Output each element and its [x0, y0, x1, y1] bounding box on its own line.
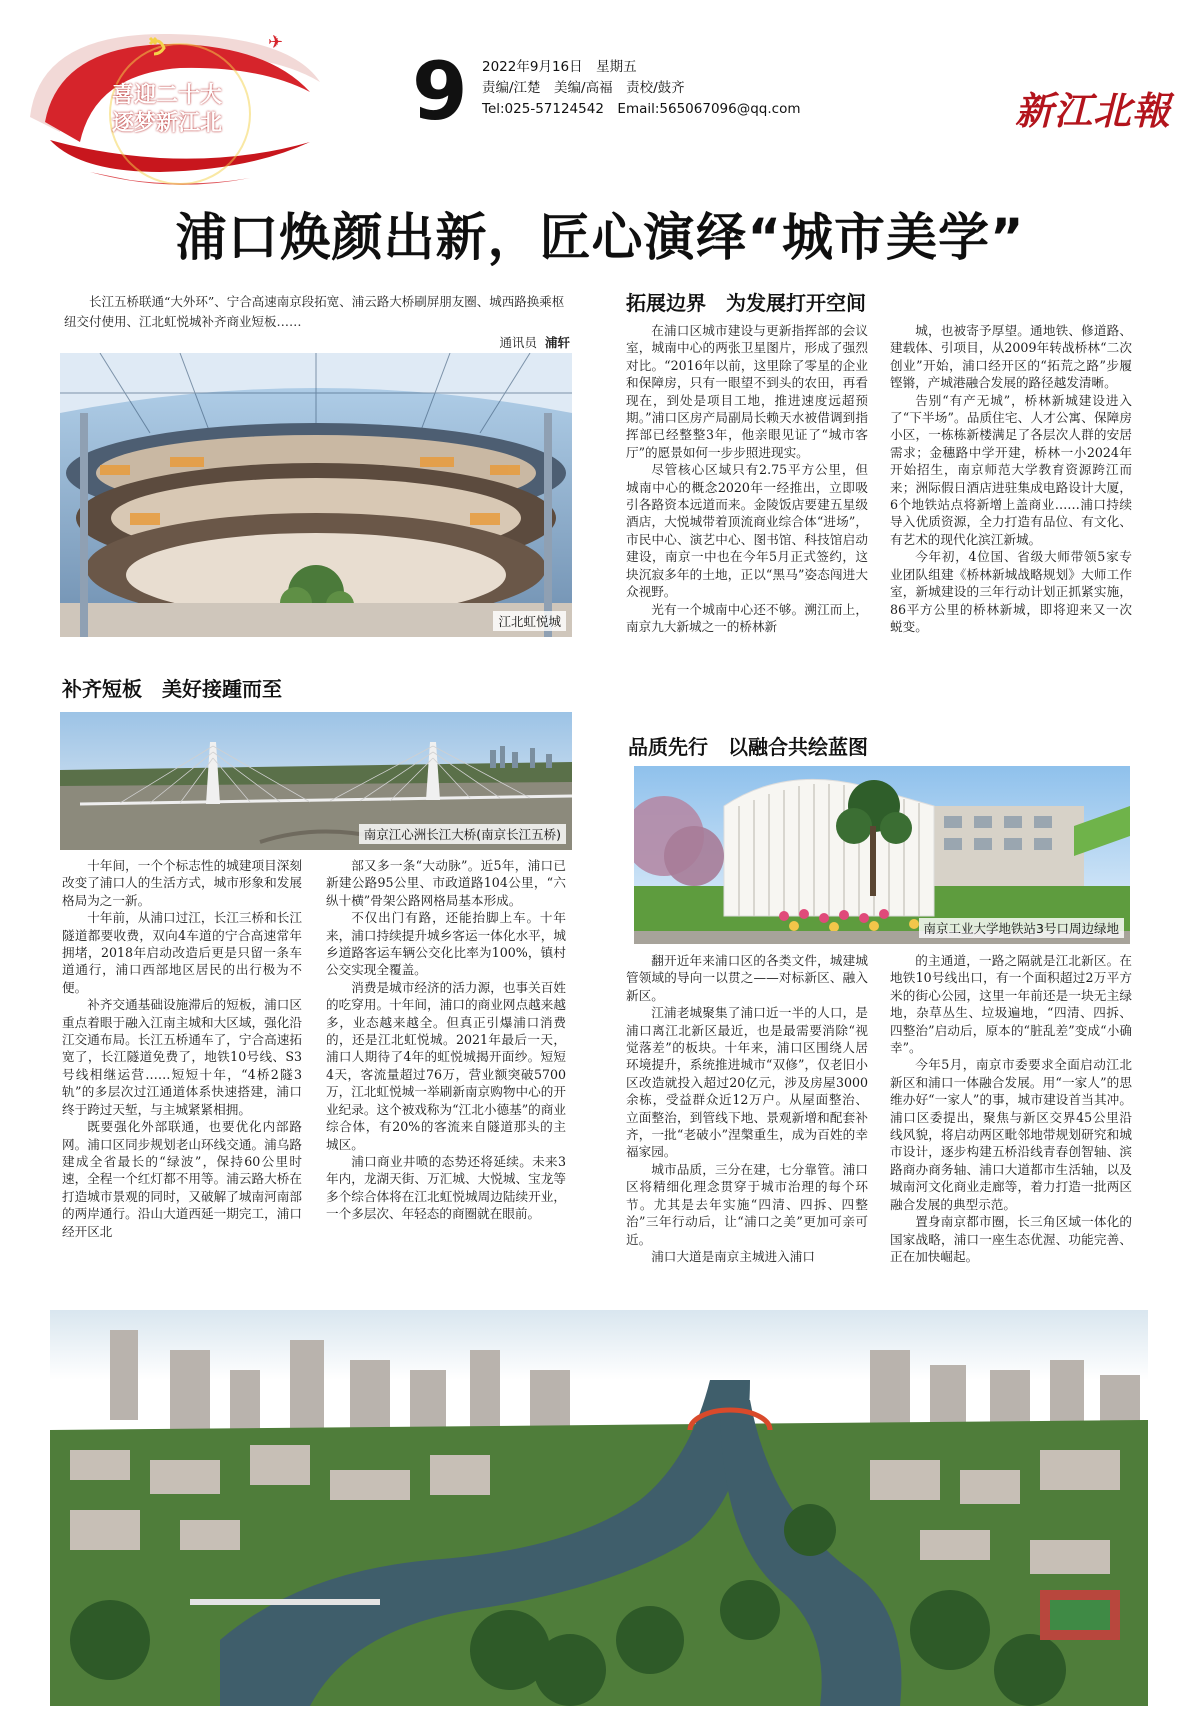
- byline-name: 浦轩: [544, 335, 570, 350]
- paragraph: 置身南京都市圈，长三角区域一体化的国家战略，浦口一座生态优渥、功能完善、正在加快崛起。: [890, 1214, 1132, 1264]
- section-title-expand: 拓展边界 为发展打开空间: [626, 291, 866, 315]
- paragraph: 城，也被寄予厚望。通地铁、修道路、建载体、引项目，从2009年转战桥林“二次创业”开始，浦口经开区的“拓荒之路”步履铿锵，产城港融合发展的路径越发清晰。: [890, 323, 1132, 391]
- paragraph: 部又多一条“大动脉”。近5年，浦口已新建公路95公里、市政道路104公里，“六纵十横”骨架公路网格局基本形成。: [326, 858, 566, 908]
- svg-text:✈: ✈: [268, 32, 284, 53]
- section-title-quality: 品质先行 以融合共绘蓝图: [628, 735, 868, 759]
- park-photo: [634, 766, 1130, 944]
- section-shortboard-col-b: [326, 857, 566, 1223]
- park-caption: 南京工业大学地铁站3号口周边绿地: [919, 918, 1124, 938]
- paragraph: 今年初，4位国、省级大师带领5家专业团队组建《桥林新城战略规划》大师工作室，新城建设的三年行动计划正抓紧实施，86平方公里的桥林新城，即将迎来又一次蜕变。: [890, 549, 1132, 634]
- lead-paragraph: 长江五桥联通“大外环”、宁合高速南京段拓宽、浦云路大桥刷屏朋友圈、城西路换乘枢纽交付使用、江北虹悦城补齐商业短板……: [64, 294, 565, 329]
- paragraph: 浦口商业井喷的态势还将延续。未来3年内，龙湖天街、万汇城、大悦城、宝龙等多个综合体将在江北虹悦城周边陆续开业，一个多层次、年轻态的商圈就在眼前。: [326, 1153, 566, 1222]
- headline: 浦口焕颜出新，匠心演绎“城市美学”: [175, 209, 1025, 268]
- banner-line-1: 喜迎二十大: [112, 83, 223, 108]
- banner-line-2: 逐梦新江北: [112, 111, 223, 136]
- bridge-photo: [60, 712, 572, 850]
- paragraph: 光有一个城南中心还不够。溯江而上，南京九大新城之一的桥林新: [626, 601, 868, 634]
- paragraph: 既要强化外部联通，也要优化内部路网。浦口区同步规划老山环线交通。浦乌路建成全省最长的“绿波”，保持60公里时速，全程一个红灯都不用等。浦云路大桥在打造城市景观的同时，又破解了城南河南部的两岸通行。沿山大道西延一期完工，浦口经开区北: [62, 1119, 302, 1239]
- byline-label: 通讯员: [499, 335, 538, 350]
- paragraph: 不仅出门有路，还能抬脚上车。十年来，浦口持续提升城乡客运一体化水平，城乡道路客运车辆公交化比率为100%，镇村公交实现全覆盖。: [326, 910, 566, 978]
- paragraph: 浦口大道是南京主城进入浦口: [651, 1248, 815, 1264]
- paragraph: 尽管核心区域只有2.75平方公里，但城南中心的概念2020年一经推出，立即吸引各路资本远道而来。金陵饭店要建五星级酒店，大悦城带着顶流商业综合体“进场”，市民中心、演艺中心、图书馆、科技馆启动建设，南京一中也在今年5月正式签约，这块沉寂多年的土地，正以“黑马”姿态闯进大众视野。: [626, 462, 868, 600]
- paragraph: 城市品质，三分在建，七分靠管。浦口区将精细化理念贯穿于城市治理的每个环节。尤其是去年实施“四清、四拆、四整治”三年行动后，让“浦口之美”更加可亲可近。: [626, 1161, 868, 1247]
- paragraph: 消费是城市经济的活力源，也事关百姓的吃穿用。十年间，浦口的商业网点越来越多，业态越来越全。但真正引爆浦口消费的，还是江北虹悦城。2021年最后一天，浦口人期待了4年的虹悦城揭开面纱。短短4天，客流量超过76万，营业额突破5700万，江北虹悦城一举刷新南京购物中心的开业纪录。这个被戏称为“江北小德基”的商业综合体，有20%的客流来自隧道那头的主城区。: [326, 979, 566, 1152]
- paragraph: 告别“有产无城”，桥林新城建设进入了“下半场”。品质住宅、人才公寓、保障房小区，一栋栋新楼满足了各层次人群的安居需求；金穗路中学开建，桥林一小2024年开始招生，南京师范大学教育资源跨江而来；洲际假日酒店进驻集成电路设计大厦，6个地铁站点将新增上盖商业……浦口持续导入优质资源，全力打造有品位、有文化、有艺术的现代化滨江新城。: [890, 392, 1132, 547]
- paragraph: 补齐交通基础设施滞后的短板，浦口区重点着眼于融入江南主城和大区域，强化沿江交通布局。长江五桥通车了，宁合高速拓宽了，长江隧道免费了，地铁10号线、S3号线相继运营……短短十年，“4桥2隧3轨”的多层次过江通道体系快速搭建，浦口终于跨过天堑，与主城紧紧相拥。: [62, 997, 302, 1117]
- date-line: 2022年9月16日 星期五: [482, 59, 637, 75]
- paragraph: 翻开近年来浦口区的各类文件，城建城管领域的导向一以贯之——对标新区、融入新区。: [626, 953, 868, 1003]
- paragraph: 今年5月，南京市委要求全面启动江北新区和浦口一体融合发展。用“一家人”的思维办好“一家人”的事，城市建设首当其冲。浦口区委提出，聚焦与新区交界45公里沿线风貌，将启动两区毗邻地带规划研究和城市设计，逐步构建五桥沿线青春创智轴、滨路商办商务轴、浦口大道都市生活轴，以及城南河文化商业走廊等，着力打造一批两区融合发展的典型示范。: [890, 1057, 1132, 1212]
- section-quality-col-b: [890, 952, 1132, 1265]
- mall-caption: 江北虹悦城: [493, 611, 566, 631]
- paragraph: 十年前，从浦口过江，长江三桥和长江隧道都要收费，双向4车道的宁合高速常年拥堵，2018年启动改造后更是只留一条车道通行，浦口西部地区居民的出行极为不便。: [62, 910, 302, 995]
- paragraph: 十年间，一个个标志性的城建项目深刻改变了浦口人的生活方式，城市形象和发展格局为之一新。: [62, 858, 302, 908]
- paragraph: 江浦老城聚集了浦口近一半的人口，是浦口离江北新区最近，也是最需要消除“视觉落差”的板块。十年来，浦口区围绕人居环境提升，系统推进城市“双修”，仅老旧小区改造就投入超过20亿元，涉及房屋3000余栋，受益群众近12万户。从屋面整治、立面整治，到管线下地、景观新增和配套补齐，一批“老破小”涅槃重生，成为百姓的幸福家园。: [626, 1005, 868, 1160]
- paper-name: 新江北報: [1015, 88, 1172, 133]
- paragraph: 的主通道，一路之隔就是江北新区。在地铁10号线出口，有一个面积超过2万平方米的街心公园，这里一年前还是一块无主绿地，杂草丛生、垃圾遍地，“四清、四拆、四整治”启动后，原本的“脏乱差”变成“小确幸”。: [890, 953, 1132, 1056]
- header-banner: [20, 22, 340, 192]
- section-expand-col-b: [890, 322, 1132, 635]
- page-number: 9: [412, 45, 468, 138]
- masthead-meta: [482, 57, 800, 120]
- section-shortboard-col-a: [62, 857, 302, 1240]
- section-title-shortboard: 补齐短板 美好接踵而至: [62, 677, 282, 701]
- byline: [380, 333, 570, 351]
- mall-photo: [60, 353, 572, 637]
- section-quality-col-a: [626, 952, 868, 1265]
- editors-line: 责编/江楚 美编/高福 责校/鼓齐: [482, 80, 685, 96]
- aerial-city-photo: [50, 1310, 1148, 1706]
- paragraph: 在浦口区城市建设与更新指挥部的会议室，城南中心的两张卫星图片，形成了强烈对比。“2016年以前，这里除了零星的企业和保障房，只有一眼望不到头的农田，再看现在，到处是项目工地，推进速度远超预期。”浦口区房产局副局长赖天水被借调到指挥部已经整整3年，他亲眼见证了“城市客厅”的愿景如何一步步照进现实。: [626, 323, 868, 460]
- bridge-caption: 南京江心洲长江大桥(南京长江五桥): [359, 824, 566, 844]
- section-expand-col-a: [626, 322, 868, 635]
- contact-line: Tel:025-57124542 Email:565067096@qq.com: [482, 101, 801, 117]
